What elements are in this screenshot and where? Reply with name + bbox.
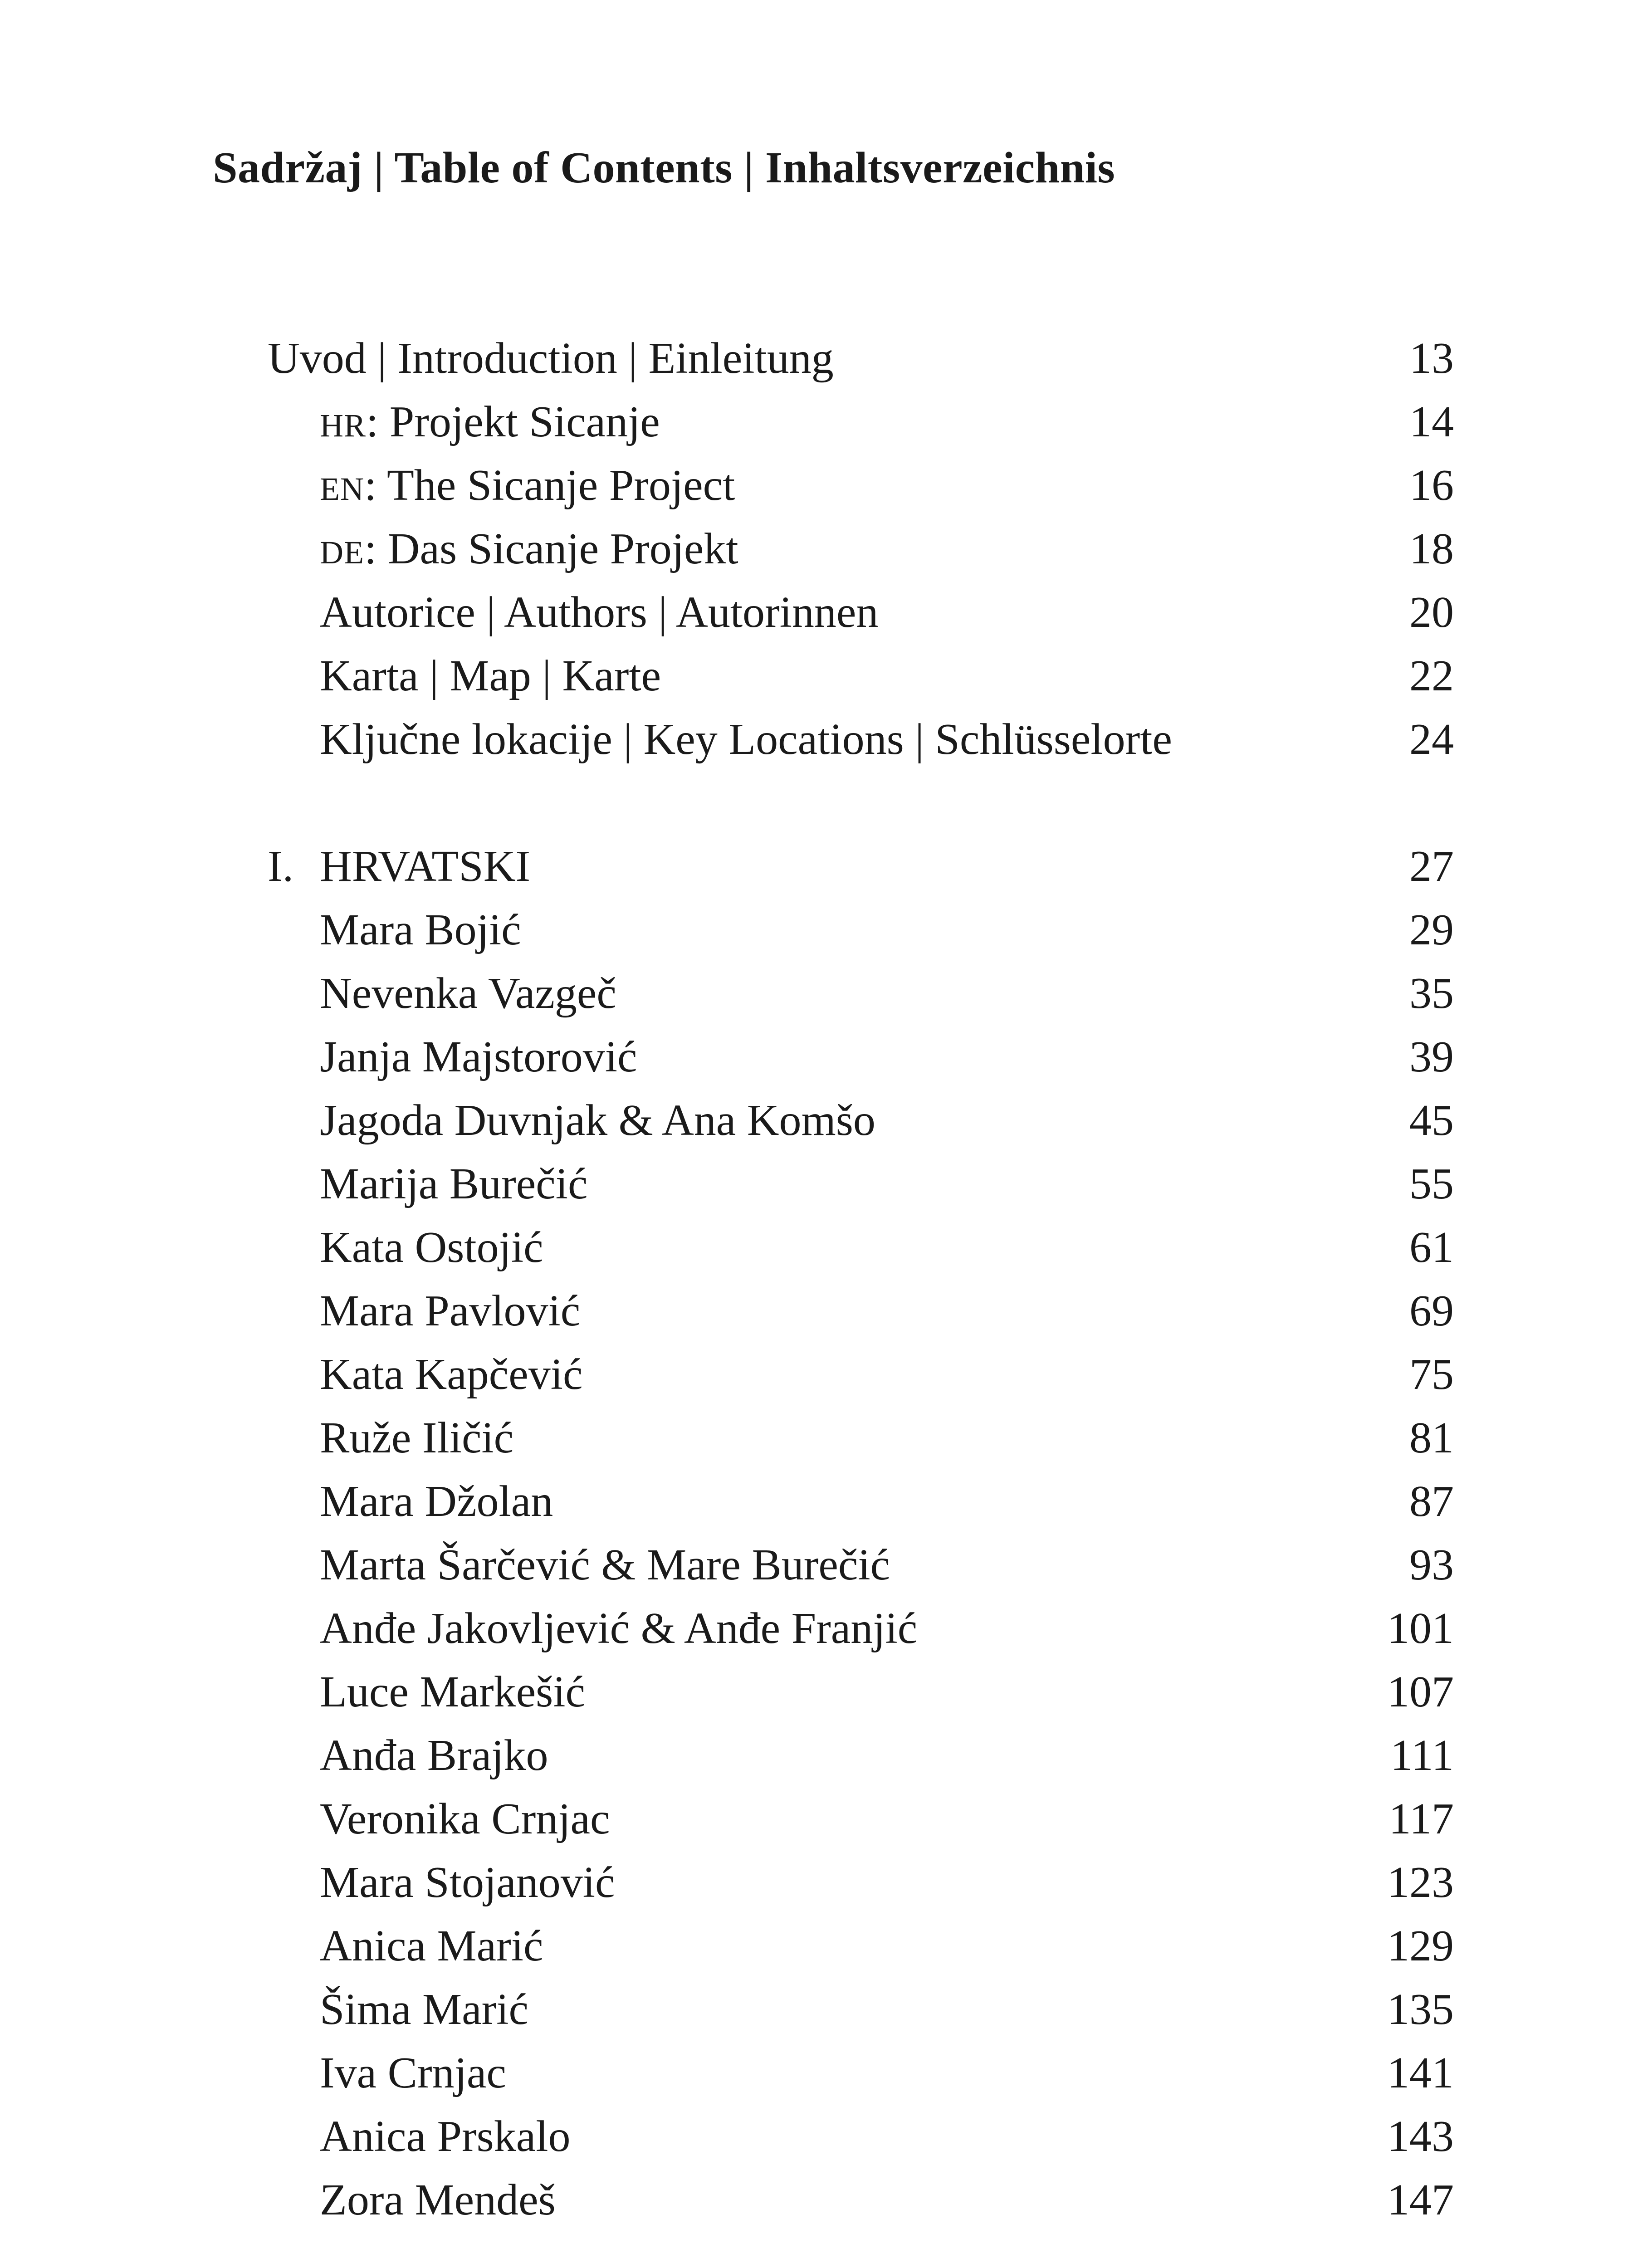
toc-entry-label: Marija Burečić — [320, 1159, 588, 1208]
toc-entry-introduction[interactable] — [268, 327, 1454, 390]
toc-entry-label: Kata Kapčević — [320, 1350, 583, 1399]
toc-page-number: 45 — [1409, 1096, 1454, 1145]
toc-entry[interactable] — [268, 2041, 1454, 2105]
table-of-contents — [268, 327, 1454, 2232]
toc-entry[interactable] — [268, 1279, 1454, 1343]
toc-entry-label: Veronika Crnjac — [320, 1794, 610, 1843]
toc-page-number: 111 — [1390, 1731, 1454, 1780]
toc-page-number: 24 — [1409, 715, 1454, 764]
toc-entry-label: Nevenka Vazgeč — [320, 969, 616, 1018]
toc-page-number: 75 — [1409, 1350, 1454, 1399]
toc-entry-label — [320, 454, 735, 521]
toc-entry[interactable] — [268, 1724, 1454, 1787]
toc-entry-label: Janja Majstorović — [320, 1032, 637, 1081]
toc-entry-title: : Projekt Sicanje — [366, 397, 660, 446]
toc-entry-label: Anđe Jakovljević & Anđe Franjić — [320, 1604, 918, 1653]
toc-page-number: 143 — [1387, 2112, 1454, 2161]
toc-page-number: 81 — [1409, 1413, 1454, 1462]
toc-entry-label: Luce Markešić — [320, 1667, 585, 1716]
toc-page-number: 129 — [1387, 1921, 1454, 1970]
toc-entry-label: Mara Džolan — [320, 1477, 553, 1526]
toc-page-number: 93 — [1409, 1540, 1454, 1589]
toc-page-number: 135 — [1387, 1985, 1454, 2034]
toc-entry-label: Mara Bojić — [320, 905, 521, 954]
toc-entry-de-project[interactable] — [268, 517, 1454, 581]
toc-page-number: 20 — [1409, 588, 1454, 637]
toc-page-number: 147 — [1387, 2175, 1454, 2224]
toc-page-number: 27 — [1409, 842, 1454, 891]
toc-entry-title: : Das Sicanje Projekt — [364, 524, 738, 573]
toc-entry[interactable] — [268, 1914, 1454, 1978]
toc-page-number: 14 — [1409, 397, 1454, 446]
toc-entry[interactable] — [268, 1089, 1454, 1152]
toc-page-number: 107 — [1387, 1667, 1454, 1716]
toc-entry-label: Mara Stojanović — [320, 1858, 615, 1907]
toc-page-number: 101 — [1387, 1604, 1454, 1653]
toc-page-number: 141 — [1387, 2048, 1454, 2097]
toc-entry[interactable] — [268, 1470, 1454, 1533]
toc-entry-map[interactable] — [268, 644, 1454, 708]
toc-entry[interactable] — [268, 1025, 1454, 1089]
toc-entry-label: Zora Mendeš — [320, 2175, 556, 2224]
toc-entry-title: : The Sicanje Project — [364, 461, 735, 510]
toc-entry-label: Uvod | Introduction | Einleitung — [268, 334, 834, 383]
toc-entry[interactable] — [268, 1978, 1454, 2041]
toc-section-label — [268, 835, 530, 898]
toc-entry-label: Anđa Brajko — [320, 1731, 548, 1780]
toc-entry-label: Kata Ostojić — [320, 1223, 543, 1272]
toc-entry-authors[interactable] — [268, 581, 1454, 644]
language-code: EN — [320, 471, 364, 507]
toc-entry-label: Mara Pavlović — [320, 1286, 581, 1335]
toc-entry-en-project[interactable] — [268, 454, 1454, 517]
toc-entry[interactable] — [268, 1406, 1454, 1470]
section-spacer — [268, 771, 1454, 835]
toc-entry-label: Jagoda Duvnjak & Ana Komšo — [320, 1096, 875, 1145]
toc-entry[interactable] — [268, 1597, 1454, 1660]
toc-page-number: 87 — [1409, 1477, 1454, 1526]
toc-entry[interactable] — [268, 1851, 1454, 1914]
section-1-entries — [268, 898, 1454, 2232]
toc-entry-hr-project[interactable] — [268, 390, 1454, 454]
toc-entry[interactable] — [268, 898, 1454, 962]
toc-page-number: 16 — [1409, 461, 1454, 510]
toc-entry-label — [320, 390, 660, 457]
toc-entry-key-locations[interactable] — [268, 708, 1454, 771]
toc-entry[interactable] — [268, 962, 1454, 1025]
toc-page-number: 39 — [1409, 1032, 1454, 1081]
toc-entry-label: Šima Marić — [320, 1985, 528, 2034]
toc-entry-label — [320, 517, 738, 584]
toc-entry-label: Marta Šarčević & Mare Burečić — [320, 1540, 890, 1589]
toc-entry-label: Ključne lokacije | Key Locations | Schlüsselorte — [320, 715, 1172, 764]
toc-page-number: 29 — [1409, 905, 1454, 954]
toc-page-number: 35 — [1409, 969, 1454, 1018]
toc-page-number: 69 — [1409, 1286, 1454, 1335]
language-code: HR — [320, 407, 367, 444]
toc-heading: Sadržaj | Table of Contents | Inhaltsverzeichnis — [213, 143, 1115, 192]
language-code: DE — [320, 534, 364, 571]
toc-page-number: 13 — [1409, 334, 1454, 383]
section-numeral: I. — [268, 842, 294, 891]
toc-entry[interactable] — [268, 1787, 1454, 1851]
toc-page-number: 22 — [1409, 651, 1454, 700]
toc-section-hrvatski[interactable] — [268, 835, 1454, 898]
toc-entry[interactable] — [268, 1216, 1454, 1279]
toc-entry-label: Ruže Iličić — [320, 1413, 514, 1462]
toc-page-number: 61 — [1409, 1223, 1454, 1272]
toc-entry-label: Autorice | Authors | Autorinnen — [320, 588, 879, 637]
section-title: HRVATSKI — [320, 842, 531, 891]
toc-entry-label: Anica Marić — [320, 1921, 543, 1970]
toc-page-number: 55 — [1409, 1159, 1454, 1208]
toc-entry-label: Anica Prskalo — [320, 2112, 571, 2161]
toc-entry-label: Iva Crnjac — [320, 2048, 506, 2097]
toc-entry[interactable] — [268, 1660, 1454, 1724]
toc-entry[interactable] — [268, 2168, 1454, 2232]
toc-entry[interactable] — [268, 1343, 1454, 1406]
toc-entry[interactable] — [268, 2105, 1454, 2168]
toc-entry-label: Karta | Map | Karte — [320, 651, 661, 700]
toc-page-number: 18 — [1409, 524, 1454, 573]
toc-page-number: 123 — [1387, 1858, 1454, 1907]
toc-entry[interactable] — [268, 1152, 1454, 1216]
toc-entry[interactable] — [268, 1533, 1454, 1597]
toc-page-number: 117 — [1389, 1794, 1454, 1843]
